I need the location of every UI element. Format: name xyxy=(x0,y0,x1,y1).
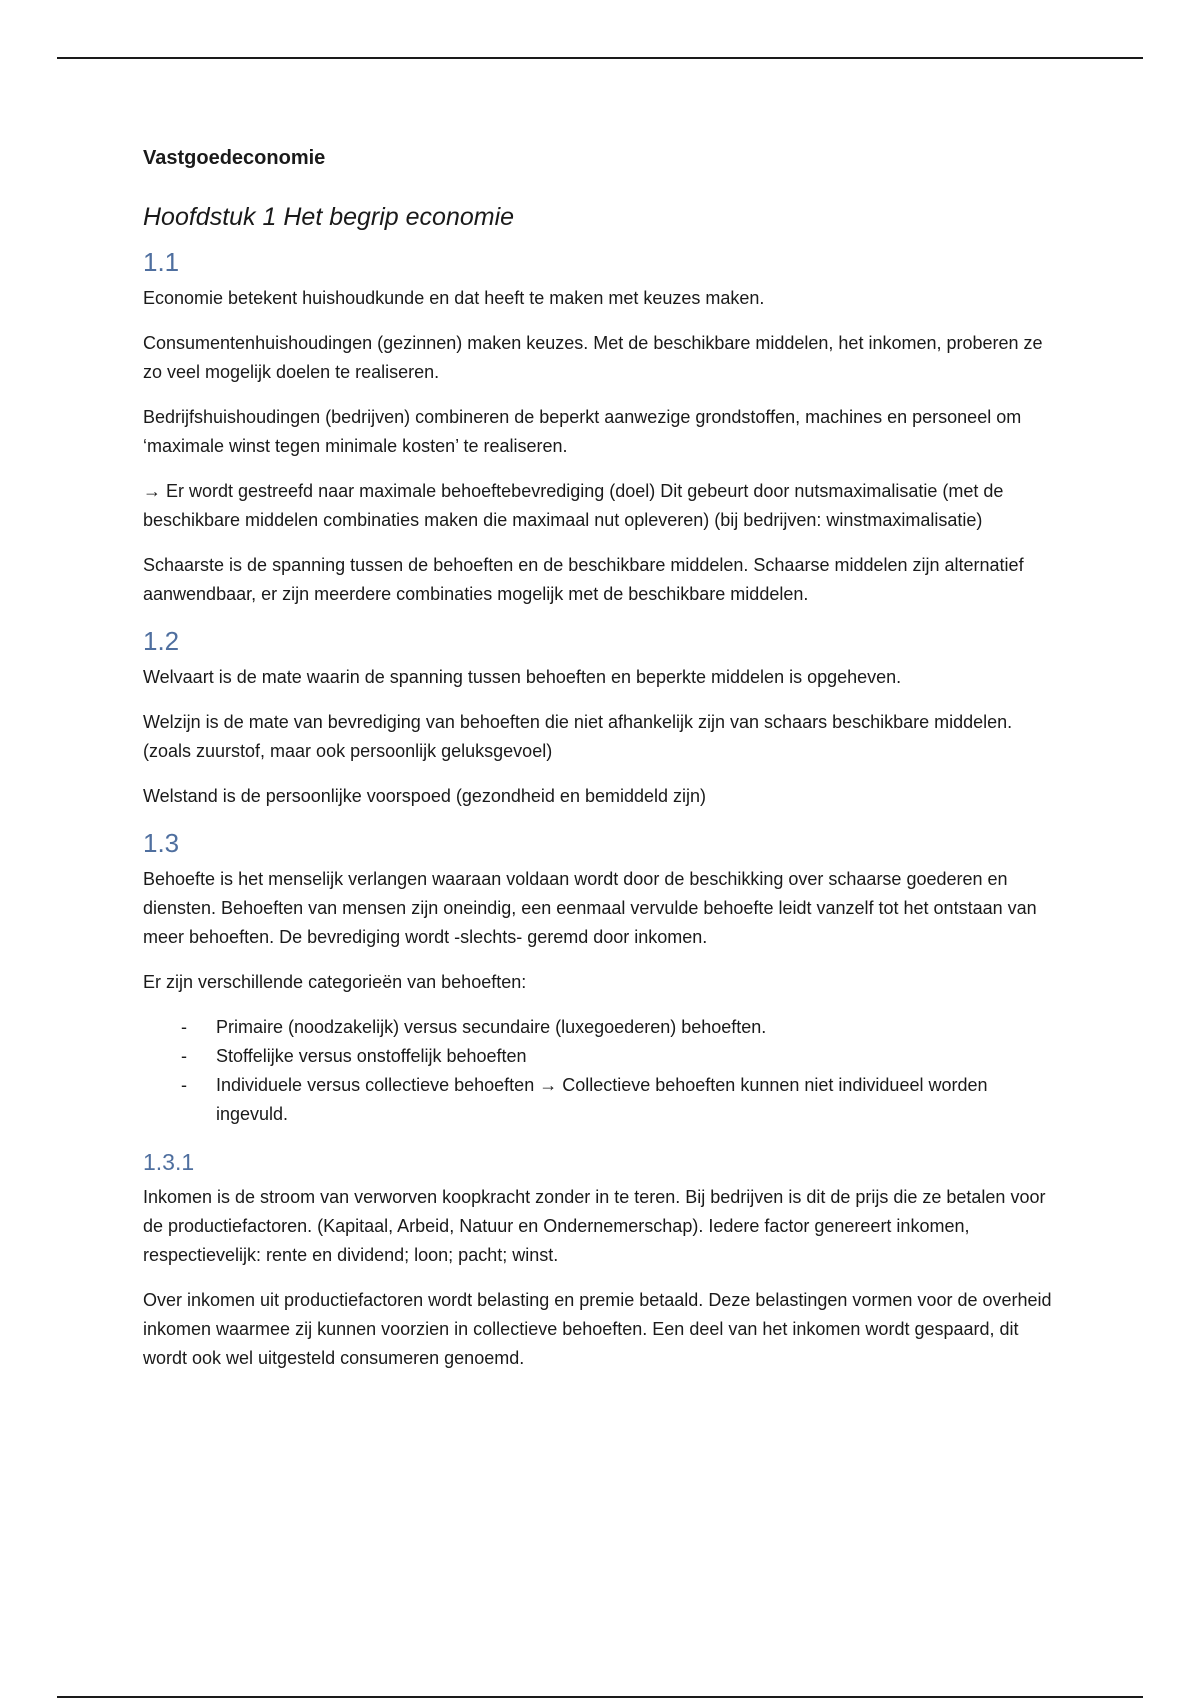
paragraph: → Er wordt gestreefd naar maximale behoeftebevrediging (doel) Dit gebeurt door nutsmaximalisatie (met de beschikbare middelen combinaties maken die maximaal nut opleveren) (bij bedrijven: winstmaximalisatie) xyxy=(143,481,1004,530)
paragraph: Consumentenhuishoudingen (gezinnen) maken keuzes. Met de beschikbare middelen, het inkomen, proberen ze zo veel mogelijk doelen te realiseren. xyxy=(143,333,1043,382)
section-heading: 1.2 xyxy=(143,626,180,656)
paragraph: Behoefte is het menselijk verlangen waaraan voldaan wordt door de beschikking over schaarse goederen en diensten. Behoeften van mensen zijn oneindig, een eenmaal vervulde behoefte leidt vanzelf tot het ontstaan van meer behoeften. De bevrediging wordt -slechts- geremd door inkomen. xyxy=(143,869,1037,947)
paragraph: Schaarste is de spanning tussen de behoeften en de beschikbare middelen. Schaarse middelen zijn alternatief aanwendbaar, er zijn meerdere combinaties mogelijk met de beschikbare middelen. xyxy=(143,555,1024,604)
chapter-title: Hoofdstuk 1 Het begrip economie xyxy=(143,203,515,231)
document-title: Vastgoedeconomie xyxy=(143,147,326,169)
section-1-3 xyxy=(143,827,1063,1129)
list-marker: - xyxy=(181,1075,187,1095)
paragraph: Bedrijfshuishoudingen (bedrijven) combineren de beperkt aanwezige grondstoffen, machines en personeel om ‘maximale winst tegen minimale kosten’ te realiseren. xyxy=(143,407,1022,456)
list-item-text: Primaire (noodzakelijk) versus secundaire (luxegoederen) behoeften. xyxy=(216,1017,767,1037)
paragraph: Er zijn verschillende categorieën van behoeften: xyxy=(143,972,527,992)
section-heading: 1.3 xyxy=(143,828,180,858)
paragraph: Economie betekent huishoudkunde en dat heeft te maken met keuzes maken. xyxy=(143,288,765,308)
paragraph: Welvaart is de mate waarin de spanning tussen behoeften en beperkte middelen is opgeheven. xyxy=(143,667,902,687)
paragraph: Welzijn is de mate van bevrediging van behoeften die niet afhankelijk zijn van schaars beschikbare middelen. (zoals zuurstof, maar ook persoonlijk geluksgevoel) xyxy=(143,712,1013,761)
needs-category-list xyxy=(143,1013,1063,1129)
top-rule xyxy=(57,57,1143,59)
paragraph: Welstand is de persoonlijke voorspoed (gezondheid en bemiddeld zijn) xyxy=(143,786,707,806)
bottom-rule xyxy=(57,1696,1143,1698)
list-item-text: Individuele versus collectieve behoeften → Collectieve behoeften kunnen niet individueel worden ingevuld. xyxy=(216,1075,988,1124)
list-item-text: Stoffelijke versus onstoffelijk behoeften xyxy=(216,1046,527,1066)
subsection-heading: 1.3.1 xyxy=(143,1149,195,1175)
section-heading: 1.1 xyxy=(143,247,180,277)
section-1-2 xyxy=(143,625,1063,811)
document-body xyxy=(143,144,1063,1389)
list-item xyxy=(143,1013,1063,1042)
list-marker: - xyxy=(181,1017,187,1037)
list-marker: - xyxy=(181,1046,187,1066)
section-1-1 xyxy=(143,246,1063,609)
list-item xyxy=(143,1042,1063,1071)
section-1-3-1 xyxy=(143,1147,1063,1373)
list-item xyxy=(143,1071,1063,1129)
paragraph: Inkomen is de stroom van verworven koopkracht zonder in te teren. Bij bedrijven is dit de prijs die ze betalen voor de productiefactoren. (Kapitaal, Arbeid, Natuur en Ondernemerschap). Iedere factor genereert inkomen, respectievelijk: rente en dividend; loon; pacht; winst. xyxy=(143,1187,1046,1265)
paragraph: Over inkomen uit productiefactoren wordt belasting en premie betaald. Deze belastingen vormen voor de overheid inkomen waarmee zij kunnen voorzien in collectieve behoeften. Een deel van het inkomen wordt gespaard, dit wordt ook wel uitgesteld consumeren genoemd. xyxy=(143,1290,1052,1368)
